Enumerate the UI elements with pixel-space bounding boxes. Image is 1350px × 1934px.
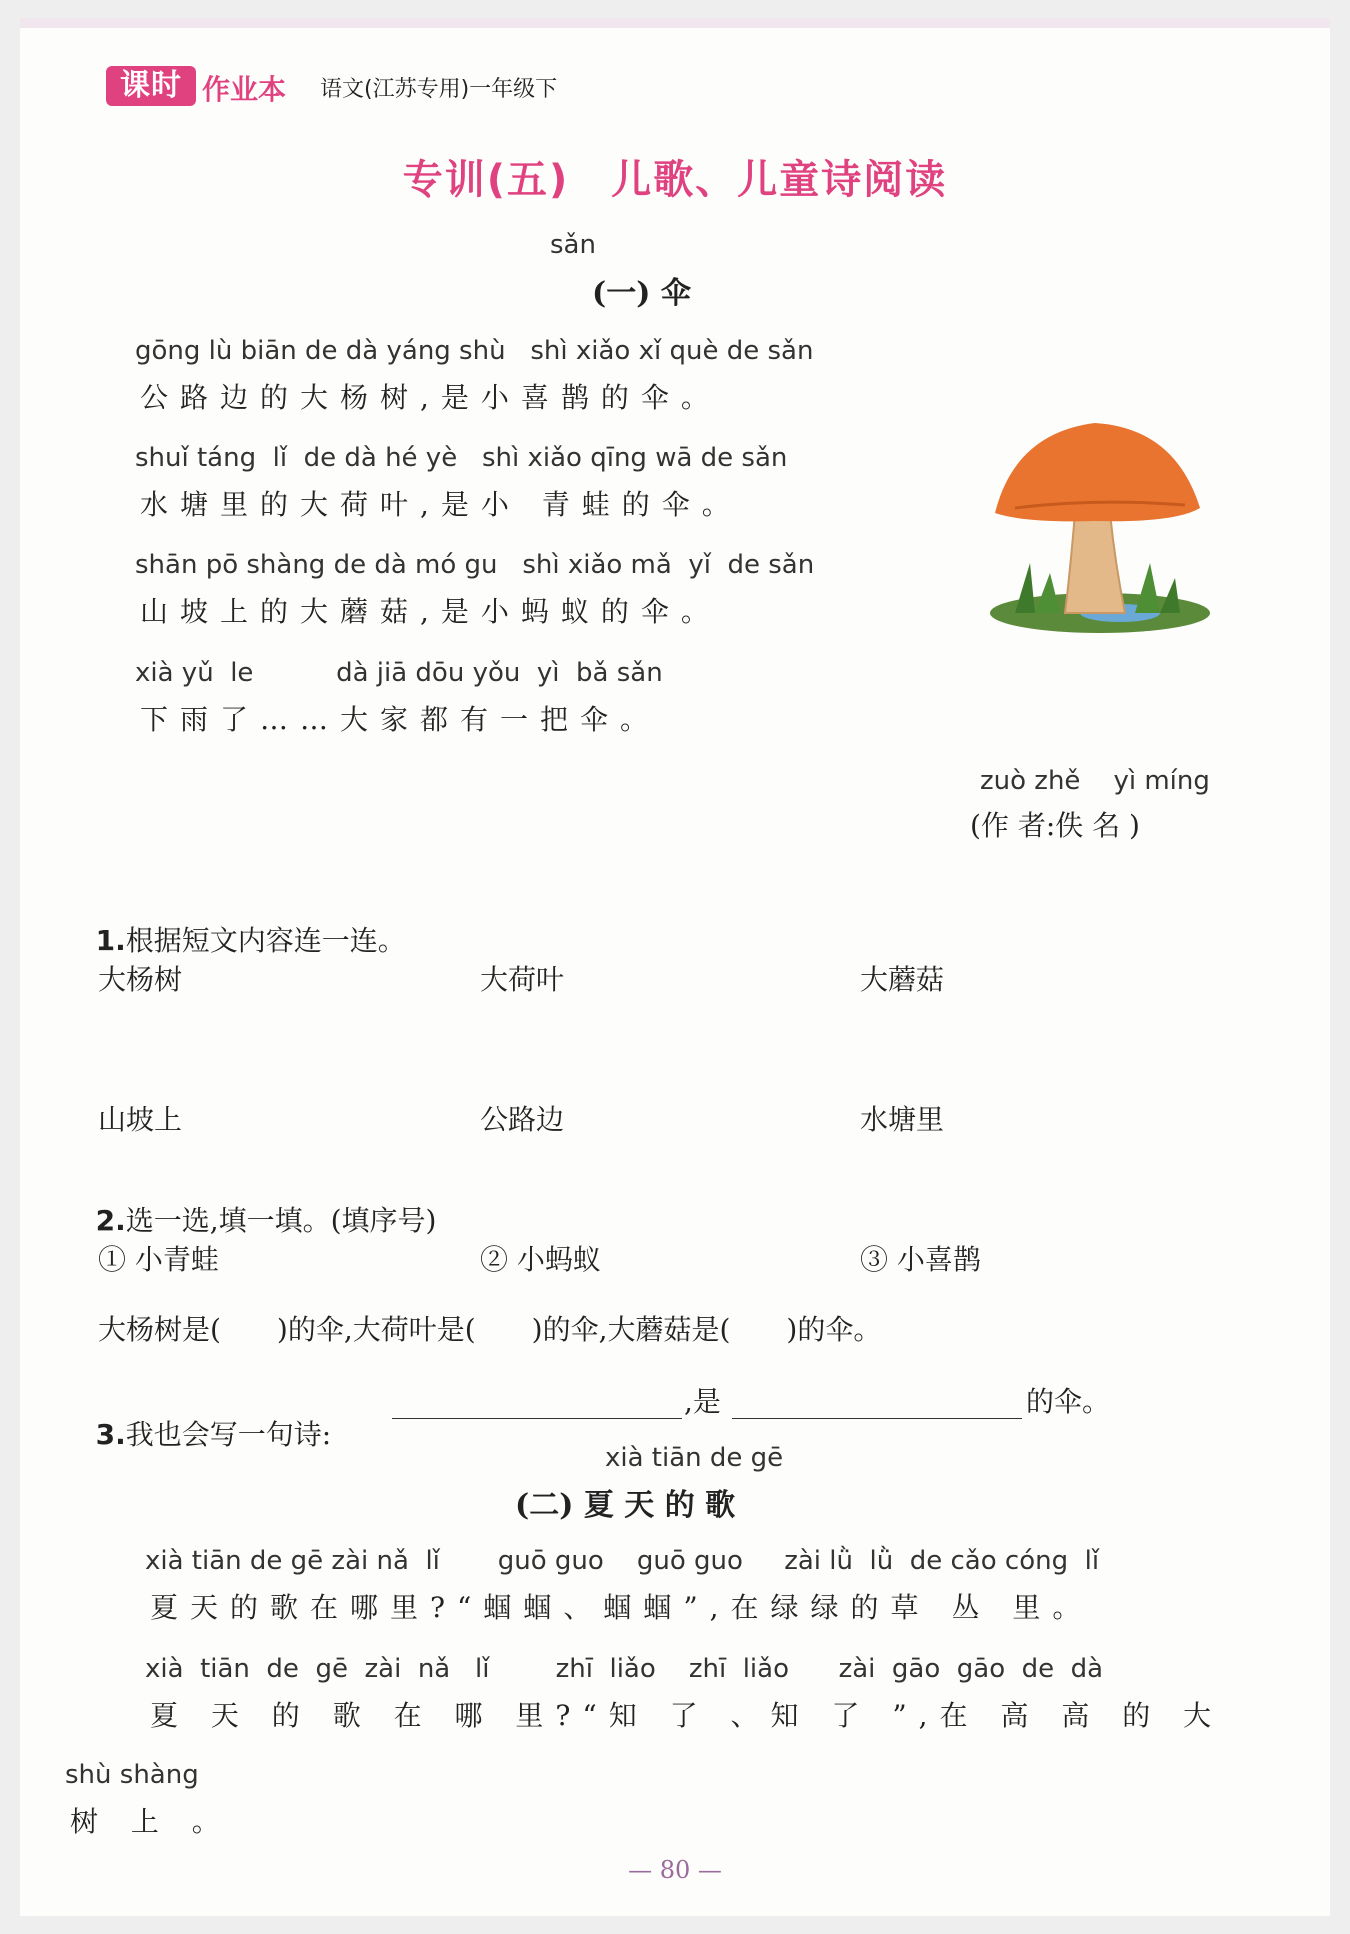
- q3-end-text: 的伞。: [1026, 1385, 1111, 1418]
- q1-bottom-item-1[interactable]: 山坡上: [98, 1103, 183, 1136]
- poem2-title-pinyin: xià tiān de gē: [605, 1443, 784, 1473]
- poem1-line1-pinyin: gōng lù biān de dà yáng shù shì xiǎo xǐ què de sǎn: [135, 336, 814, 366]
- q2-text: 选一选,填一填。(填序号): [125, 1204, 437, 1237]
- q2-fill-sentence[interactable]: 大杨树是( )的伞,大荷叶是( )的伞,大蘑菇是( )的伞。: [98, 1313, 882, 1346]
- poem1-line4-pinyin: xià yǔ le dà jiā dōu yǒu yì bǎ sǎn: [135, 658, 663, 688]
- poem2-line1-pinyin: xià tiān de gē zài nǎ lǐ guō guo guō guo zài lǜ lǜ de cǎo cóng lǐ: [145, 1546, 1100, 1576]
- poem1-author: (作 者:佚 名 ): [970, 809, 1140, 842]
- q1-top-item-1[interactable]: 大杨树: [98, 963, 183, 996]
- poem1-line1: 公路边的大杨树,是小喜鹊的伞。: [140, 381, 721, 414]
- q3-number: 3.: [95, 1418, 126, 1451]
- mushroom-illustration: [975, 413, 1215, 643]
- q1-bottom-item-3[interactable]: 水塘里: [860, 1103, 945, 1136]
- top-color-band: [20, 18, 1330, 28]
- subject-label: 语文(江苏专用)一年级下: [320, 77, 558, 102]
- q2-number: 2.: [95, 1204, 126, 1237]
- poem1-title-pinyin: sǎn: [550, 230, 596, 260]
- q3-mid-text: ,是: [684, 1385, 721, 1418]
- brand-logo: 课时: [106, 66, 196, 106]
- poem2-line1: 夏天的歌在哪里?“蝈蝈、蝈蝈”,在绿绿的草 丛 里。: [150, 1591, 1093, 1624]
- poem1-line2: 水塘里的大荷叶,是小 青蛙的伞。: [140, 488, 742, 521]
- unit-title: 专训(五) 儿歌、儿童诗阅读: [402, 157, 948, 203]
- workbook-page: [20, 18, 1330, 1916]
- q3-blank-1[interactable]: [392, 1418, 682, 1419]
- poem1-line4: 下雨了……大家都有一把伞。: [140, 703, 661, 736]
- q3-text: 我也会写一句诗:: [125, 1418, 332, 1451]
- q1-text: 根据短文内容连一连。: [125, 924, 406, 957]
- q1-top-item-2[interactable]: 大荷叶: [480, 963, 565, 996]
- page-number: — 80 —: [628, 1856, 722, 1884]
- poem2-line3: 树 上 。: [70, 1805, 232, 1838]
- poem1-author-pinyin: zuò zhě yì míng: [980, 766, 1210, 796]
- q3-blank-2[interactable]: [732, 1418, 1022, 1419]
- q3-prompt: [60, 1380, 331, 1486]
- q2-option-2: ② 小蚂蚁: [480, 1243, 601, 1276]
- poem1-line3: 山坡上的大蘑菇,是小蚂蚁的伞。: [140, 595, 721, 628]
- q2-option-3: ③ 小喜鹊: [860, 1243, 981, 1276]
- brand-name: 作业本: [202, 73, 287, 106]
- poem2-line2: 夏 天 的 歌 在 哪 里?“知 了 、知 了 ”,在 高 高 的 大: [150, 1699, 1224, 1732]
- q1-top-item-3[interactable]: 大蘑菇: [860, 963, 945, 996]
- poem2-line2-pinyin: xià tiān de gē zài nǎ lǐ zhī liǎo zhī liǎo zài gāo gāo de dà: [145, 1654, 1104, 1684]
- poem1-line3-pinyin: shān pō shàng de dà mó gu shì xiǎo mǎ yǐ de sǎn: [135, 550, 815, 580]
- poem1-title: (一) 伞: [592, 276, 691, 311]
- poem1-line2-pinyin: shuǐ táng lǐ de dà hé yè shì xiǎo qīng wā de sǎn: [135, 443, 788, 473]
- poem2-line3-pinyin: shù shàng: [65, 1760, 199, 1790]
- q1-number: 1.: [95, 924, 126, 957]
- q1-bottom-item-2[interactable]: 公路边: [480, 1103, 565, 1136]
- q2-option-1: ① 小青蛙: [98, 1243, 219, 1276]
- poem2-title: (二) 夏 天 的 歌: [515, 1488, 736, 1523]
